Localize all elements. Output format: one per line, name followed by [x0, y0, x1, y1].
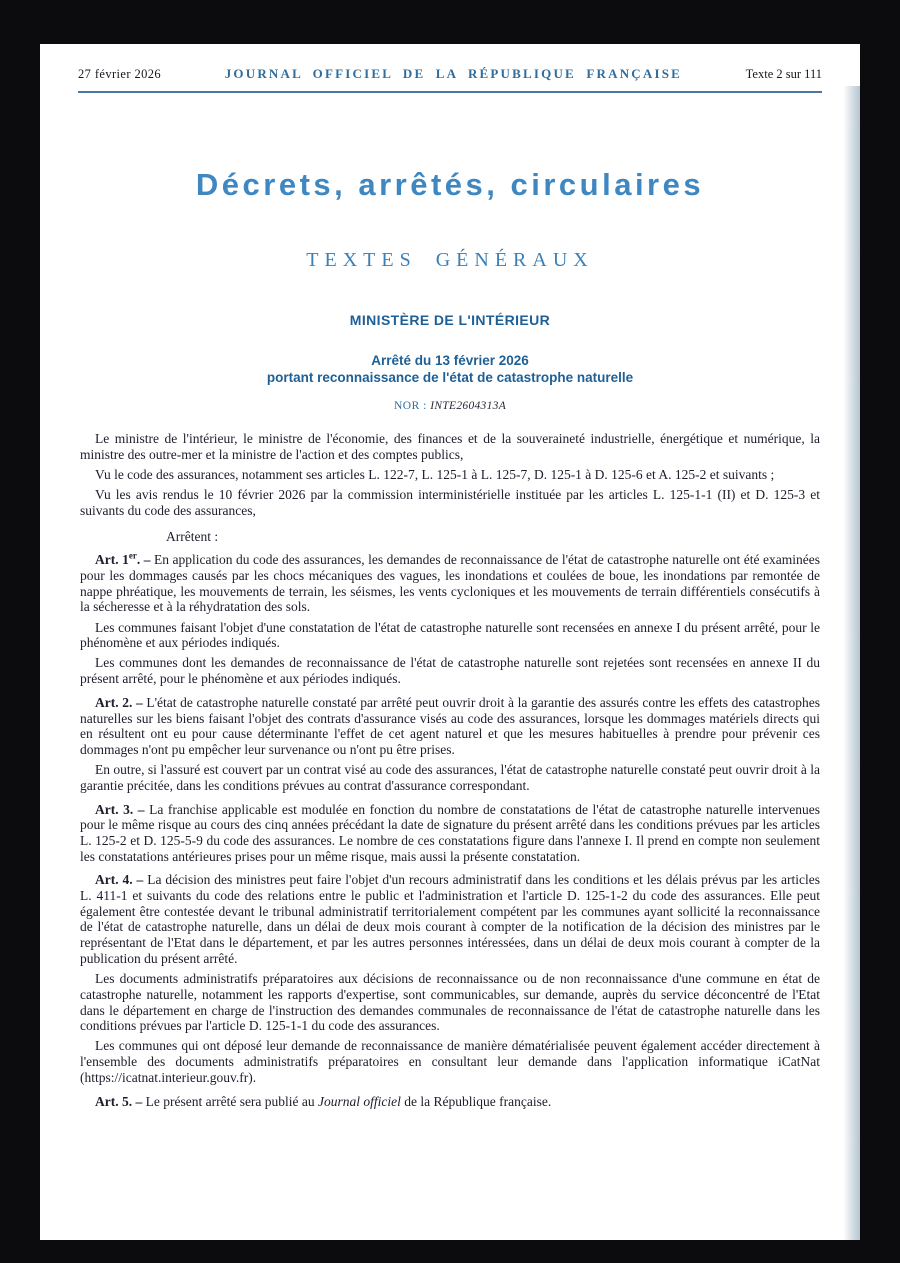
paragraph-arretent: Arrêtent :: [166, 528, 219, 544]
decree-title: [40, 353, 860, 386]
article-5-paragraph: [80, 1094, 820, 1110]
article-4-paragraph-2: Les documents administratifs préparatoires aux décisions de reconnaissance ou de non reconnaissance d'une commune en état de catastrophe naturelle, notamment les rapports d'expertise, sont communicables, sur demande, auprès du service déconcentré de l'Etat dans le département en charge de l'instruction des demandes communales de reconnaissance de l'état de catastrophe naturelle dans les conditions prévues par l'article D. 125-1-1 du code des assurances.: [80, 971, 820, 1034]
article-1-number: Art. 1: [95, 552, 129, 568]
article-4-label: Art. 4. –: [95, 872, 148, 888]
nor-label: NOR :: [393, 400, 431, 412]
paragraph-ministers: Le ministre de l'intérieur, le ministre de l'économie, des finances et de la souveraineté industrielle, énergétique et numérique, la ministre des outre-mer et la ministre de l'action et des comptes publics,: [80, 431, 820, 462]
document-page: [40, 44, 860, 1240]
article-4-paragraph: [80, 872, 820, 966]
article-1-paragraph-2: Les communes faisant l'objet d'une constatation de l'état de catastrophe naturelle sont recensées en annexe I du présent arrêté, pour le phénomène et aux périodes indiqués.: [80, 619, 820, 651]
article-2-paragraph: [80, 695, 820, 758]
article-2-label: Art. 2. –: [95, 694, 147, 710]
decree-title-line1: Arrêté du 13 février 2026: [371, 353, 529, 368]
article-1-text: En application du code des assurances, les demandes de reconnaissance de l'état de catastrophe naturelle ont été examinées pour les dommages causés par les chocs mécaniques des vagues, les inondations et coulées de boue, les inondations par remontée de nappe phréatique, les mouvements de terrain, les séismes, les vents cycloniques et les mouvements de terrain différentiels consécutifs à la sécheresse et à la réhydratation des sols.: [80, 552, 820, 615]
article-5-label: Art. 5. –: [95, 1093, 146, 1109]
article-5-text-pre: Le présent arrêté sera publié au: [145, 1093, 319, 1109]
article-1-paragraph: [80, 552, 820, 615]
article-2-paragraph-2: En outre, si l'assuré est couvert par un contrat visé au code des assurances, l'état de catastrophe naturelle constaté peut ouvrir droit à la garantie précitée, dans les conditions prévues au contrat d'assurance correspondant.: [80, 762, 820, 793]
article-1-paragraph-3: Les communes dont les demandes de reconnaissance de l'état de catastrophe naturelle sont rejetées sont recensées en annexe II du présent arrêté, pour le phénomène et aux périodes indiqués.: [80, 655, 820, 687]
nor-line: [40, 400, 860, 412]
article-1-dash: . –: [136, 552, 155, 568]
ministry-heading: MINISTÈRE DE L'INTÉRIEUR: [349, 312, 551, 328]
article-4-text: La décision des ministres peut faire l'objet d'un recours administratif dans les conditions et les délais prévus par les articles L. 411-1 et suivants du code des relations entre le public et l'administration et l'article D. 125-1-2 du code des assurances. Elle peut également être contestée devant le tribunal administratif territorialement compétent par les communes ayant sollicité la reconnaissance de l'état de catastrophe naturelle, dans un délai de deux mois courant à compter de la notification de la décision des ministres par le représentant de l'Etat dans le département, et par les autres personnes intéressées, dans un délai de deux mois courant à compter de la publication du présent arrêté.: [80, 872, 820, 966]
nor-value: INTE2604313A: [430, 400, 507, 412]
header-rule: [78, 91, 822, 93]
article-3-paragraph: [80, 802, 820, 865]
section-title: TEXTES GÉNÉRAUX: [306, 249, 594, 271]
paragraph-vu-2: Vu les avis rendus le 10 février 2026 par la commission interministérielle instituée par les articles L. 125-1-1 (II) et D. 125-3 et suivants du code des assurances,: [80, 487, 820, 518]
journal-officiel-italic: Journal officiel: [318, 1093, 401, 1109]
article-3-text: La franchise applicable est modulée en fonction du nombre de constatations de l'état de catastrophe naturelle intervenues pour le même risque au cours des cinq années précédant la date de signature du présent arrêté dans les conditions prévues par les articles L. 125-2 et D. 125-5-9 du code des assurances. Le nombre de ces constatations figure dans l'annexe I. Il prend en compte non seulement les constatations antérieures prises pour un même risque, mais aussi la présente constatation.: [80, 801, 820, 864]
ordinal-superscript: er: [128, 550, 137, 561]
article-2-text: L'état de catastrophe naturelle constaté par arrêté peut ouvrir droit à la garantie des assurés contre les effets des catastrophes naturelles sur les biens faisant l'objet des contrats d'assurance visés au code des assurances, lorsque les dommages matériels directs qui en résultent ont eu pour cause déterminante l'effet de cet agent naturel et que les mesures habituelles à prendre pour prévenir ces dommages n'ont pu empêcher leur survenance ou n'ont pu être prises.: [80, 694, 820, 757]
header-date: 27 février 2026: [78, 67, 162, 81]
article-1-label: [95, 552, 154, 567]
page-header: [40, 44, 860, 91]
decree-title-line2: portant reconnaissance de l'état de catastrophe naturelle: [266, 369, 634, 385]
decree-body: [80, 431, 820, 1109]
article-5-text-post: de la République française.: [400, 1093, 552, 1109]
paragraph-vu-1: Vu le code des assurances, notamment ses articles L. 122-7, L. 125-1 à L. 125-7, D. 125-1 à D. 125-6 et A. 125-2 et suivants ;: [95, 466, 775, 482]
main-title: Décrets, arrêtés, circulaires: [195, 167, 705, 202]
article-3-label: Art. 3. –: [95, 801, 150, 817]
journal-title: JOURNAL OFFICIEL DE LA RÉPUBLIQUE FRANÇAISE: [224, 66, 683, 81]
text-number: Texte 2 sur 111: [745, 67, 822, 81]
article-4-paragraph-3: Les communes qui ont déposé leur demande de reconnaissance de manière dématérialisée peuvent également accéder directement à l'ensemble des documents administratifs préparatoires en consultant leur demande dans l'application informatique iCatNat (https://icatnat.interieur.gouv.fr).: [80, 1038, 820, 1085]
